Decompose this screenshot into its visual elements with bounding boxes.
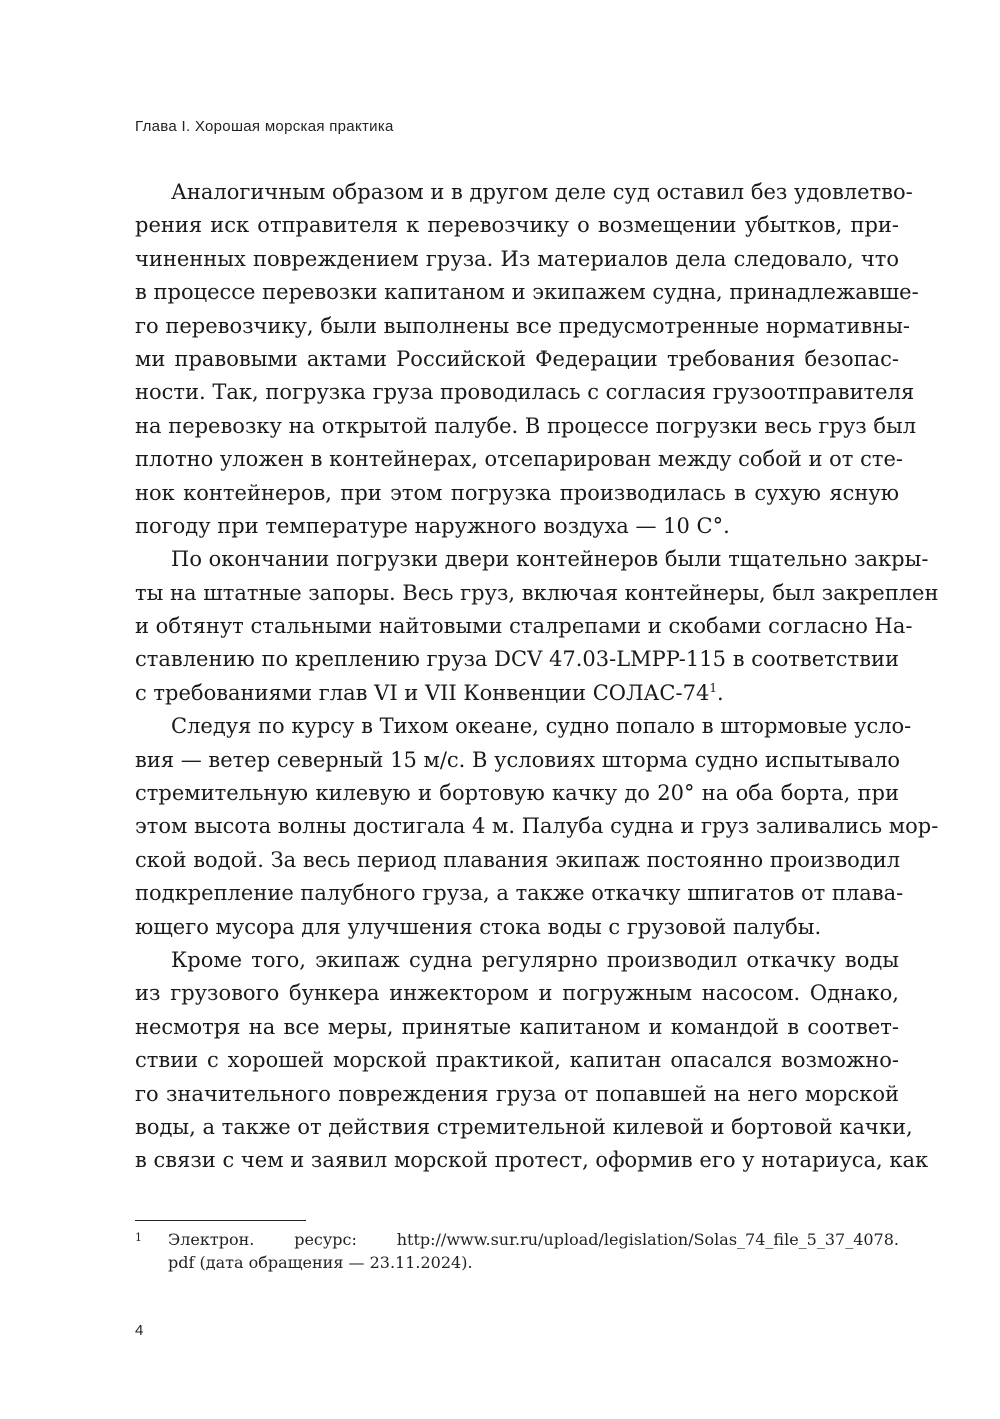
text-line: ющего мусора для улучшения стока воды с грузовой палубы. bbox=[135, 914, 822, 939]
text-line: стремительную килевую и бортовую качку до 20° на оба борта, при bbox=[135, 781, 899, 806]
text-line: Следуя по курсу в Тихом океане, судно попало в штормовые усло- bbox=[171, 714, 912, 739]
text-line-with-footnote bbox=[135, 677, 899, 710]
footnote-mark: 1 bbox=[135, 1231, 142, 1244]
text-line: вия — ветер северный 15 м/с. В условиях шторма судно испытывало bbox=[135, 747, 901, 772]
text-line: на перевозку на открытой палубе. В процессе погрузки весь груз был bbox=[135, 413, 917, 438]
text-line: По окончании погрузки двери контейнеров были тщательно закры- bbox=[171, 547, 929, 572]
text-line: рения иск отправителя к перевозчику о возмещении убытков, при- bbox=[135, 213, 899, 238]
text-line: и обтянут стальными найтовыми сталрепами и скобами согласно На- bbox=[135, 614, 913, 639]
text-line: в связи с чем и заявил морской протест, оформив его у нотариуса, как bbox=[135, 1148, 929, 1173]
text-line-content: с требованиями глав VI и VII Конвенции СОЛАС-74 bbox=[135, 680, 710, 705]
body-text bbox=[135, 176, 939, 1178]
text-line: несмотря на все меры, принятые капитаном и командой в соответ- bbox=[135, 1014, 899, 1039]
text-line: подкрепление палубного груза, а также откачку шпигатов от плава- bbox=[135, 881, 904, 906]
footnote-divider bbox=[135, 1220, 306, 1221]
text-line: нок контейнеров, при этом погрузка производилась в сухую ясную bbox=[135, 480, 899, 505]
text-line: воды, а также от действия стремительной килевой и бортовой качки, bbox=[135, 1114, 913, 1139]
text-line: ты на штатные запоры. Весь груз, включая контейнеры, был закреплен bbox=[135, 580, 939, 605]
footnote bbox=[135, 1228, 899, 1274]
text-line: ской водой. За весь период плавания экипаж постоянно производил bbox=[135, 847, 901, 872]
sentence-end: . bbox=[716, 680, 724, 705]
text-line: Аналогичным образом и в другом деле суд оставил без удовлетво- bbox=[171, 180, 913, 204]
running-head: Глава I. Хорошая морская практика bbox=[135, 118, 394, 135]
text-line: погоду при температуре наружного воздуха — 10 С°. bbox=[135, 513, 730, 538]
text-line: из грузового бункера инжектором и погружным насосом. Однако, bbox=[135, 981, 899, 1006]
text-line: чиненных повреждением груза. Из материалов дела следовало, что bbox=[135, 246, 899, 271]
text-line: ставлению по креплению груза DCV 47.03-LMPP-115 в соответствии bbox=[135, 647, 899, 672]
text-line: ности. Так, погрузка груза проводилась с согласия грузоотправителя bbox=[135, 380, 915, 405]
footnote-line[interactable]: Электрон. ресурс: http://www.sur.ru/upload/legislation/Solas_74_file_5_37_4078. bbox=[168, 1230, 899, 1249]
text-line: Кроме того, экипаж судна регулярно производил откачку воды bbox=[171, 947, 899, 972]
text-line: го значительного повреждения груза от попавшей на него морской bbox=[135, 1081, 899, 1106]
text-line: го перевозчику, были выполнены все предусмотренные нормативны- bbox=[135, 313, 911, 338]
text-line: ствии с хорошей морской практикой, капитан опасался возможно- bbox=[135, 1048, 899, 1073]
text-line: этом высота волны достигала 4 м. Палуба судна и груз заливались мор- bbox=[135, 814, 939, 839]
text-line: в процессе перевозки капитаном и экипажем судна, принадлежавше- bbox=[135, 280, 919, 305]
text-line: плотно уложен в контейнерах, отсепарирован между собой и от сте- bbox=[135, 447, 903, 472]
text-line: ми правовыми актами Российской Федерации требования безопас- bbox=[135, 346, 899, 371]
footnote-line: pdf (дата обращения — 23.11.2024). bbox=[168, 1253, 473, 1272]
footnote-reference[interactable]: 1 bbox=[709, 680, 717, 695]
page-number: 4 bbox=[135, 1322, 144, 1339]
